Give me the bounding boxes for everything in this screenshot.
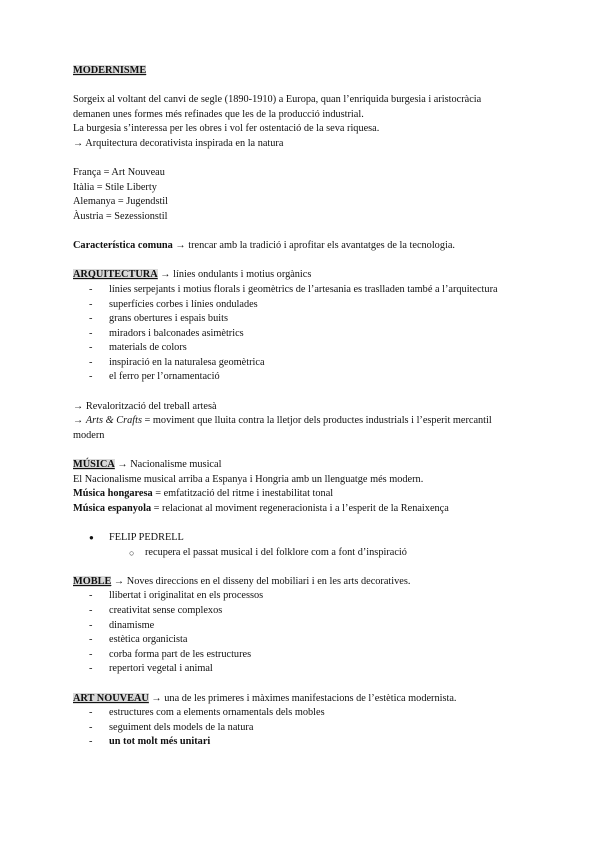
architecture-heading xyxy=(73,268,533,283)
name-germany: Alemanya = Jugendstil xyxy=(73,196,169,208)
intro-line-1: Sorgeix al voltant del canvi de segle (1890-1910) a Europa, quan l’enriquida burgesia i aristocràcia xyxy=(73,94,482,106)
list-item: - dinamisme xyxy=(73,619,533,634)
list-item: - seguiment dels models de la natura xyxy=(73,721,533,736)
music-hungarian: Música hongaresa = emfatització del ritme i inestabilitat tonal xyxy=(73,488,334,500)
common-feature xyxy=(73,239,533,254)
music-spanish: Música espanyola = relacionat al moviment regeneracionista i a l’esperit de la Renaixença xyxy=(73,502,449,514)
name-france: França = Art Nouveau xyxy=(73,167,165,179)
sub-bullet-item: ○ recupera el passat musical i del folklore com a font d’inspiració xyxy=(73,546,533,561)
list-item: - corba forma part de les estructures xyxy=(73,648,533,663)
common-feature-text: → trencar amb la tradició i aprofitar els avantatges de la tecnologia. xyxy=(172,240,455,252)
list-item: - inspiració en la naturalesa geomètrica xyxy=(73,356,533,371)
furniture-list xyxy=(73,589,533,677)
arts-crafts-term: Arts & Crafts xyxy=(85,415,142,427)
list-item: - estructures com a elements ornamentals dels mobles xyxy=(73,706,533,721)
art-nouveau-label: ART NOUVEAU xyxy=(73,692,149,704)
list-item: - repertori vegetal i animal xyxy=(73,662,533,677)
list-item: - miradors i balconades asimètrics xyxy=(73,327,533,342)
architecture-text: → línies ondulants i motius orgànics xyxy=(157,269,312,281)
bullet-item: ● FELIP PEDRELL xyxy=(73,531,533,546)
music-label: MÚSICA xyxy=(73,459,115,471)
furniture-heading xyxy=(73,575,533,590)
bullet-circle-icon: ○ xyxy=(129,547,135,558)
intro-line-4: → Arquitectura decorativista inspirada en la natura xyxy=(73,137,284,149)
list-item: - superfícies corbes i línies ondulades xyxy=(73,298,533,313)
architecture-note-2: → Arts & Crafts = moviment que lluita contra la lletjor dels productes industrials i l’esperit mercantil xyxy=(73,415,492,427)
list-item: - creativitat sense complexos xyxy=(73,604,533,619)
music-heading xyxy=(73,458,533,473)
furniture-text: → Noves direccions en el disseny del mobiliari i en les arts decoratives. xyxy=(111,575,411,587)
list-item: - el ferro per l’ornamentació xyxy=(73,370,533,385)
list-item: - materials de colors xyxy=(73,341,533,356)
music-line-1: El Nacionalisme musical arriba a Espanya i Hongria amb un llenguatge més modern. xyxy=(73,473,424,485)
name-austria: Àustria = Sezessionstil xyxy=(73,210,168,222)
intro-line-2: demanen unes formes més refinades que les de la producció industrial. xyxy=(73,108,364,120)
art-nouveau-heading xyxy=(73,692,533,707)
document-page xyxy=(73,64,533,750)
intro-line-3: La burgesia s’interessa per les obres i vol fer ostentació de la seva riquesa. xyxy=(73,123,380,135)
architecture-list xyxy=(73,283,533,385)
list-item: - grans obertures i espais buits xyxy=(73,312,533,327)
music-text: → Nacionalisme musical xyxy=(114,459,222,471)
name-italy: Itàlia = Stile Liberty xyxy=(73,181,157,193)
architecture-note-2-cont: modern xyxy=(73,429,105,441)
list-item: - línies serpejants i motius florals i geomètrics de l’artesania es traslladen també a l’arquitectura xyxy=(73,283,533,298)
architecture-note-1: → Revalorització del treball artesà xyxy=(73,400,217,412)
list-item: - llibertat i originalitat en els processos xyxy=(73,589,533,604)
art-nouveau-text: → una de les primeres i màximes manifestacions de l’estètica modernista. xyxy=(148,692,457,704)
list-item: - un tot molt més unitari xyxy=(73,735,533,750)
common-feature-label: Característica comuna xyxy=(73,240,173,252)
art-nouveau-list xyxy=(73,706,533,750)
furniture-label: MOBLE xyxy=(73,575,112,587)
list-item: - estètica organicista xyxy=(73,633,533,648)
page-title: MODERNISME xyxy=(73,65,147,76)
bullet-dot-icon: ● xyxy=(89,533,94,542)
architecture-label: ARQUITECTURA xyxy=(73,269,158,281)
